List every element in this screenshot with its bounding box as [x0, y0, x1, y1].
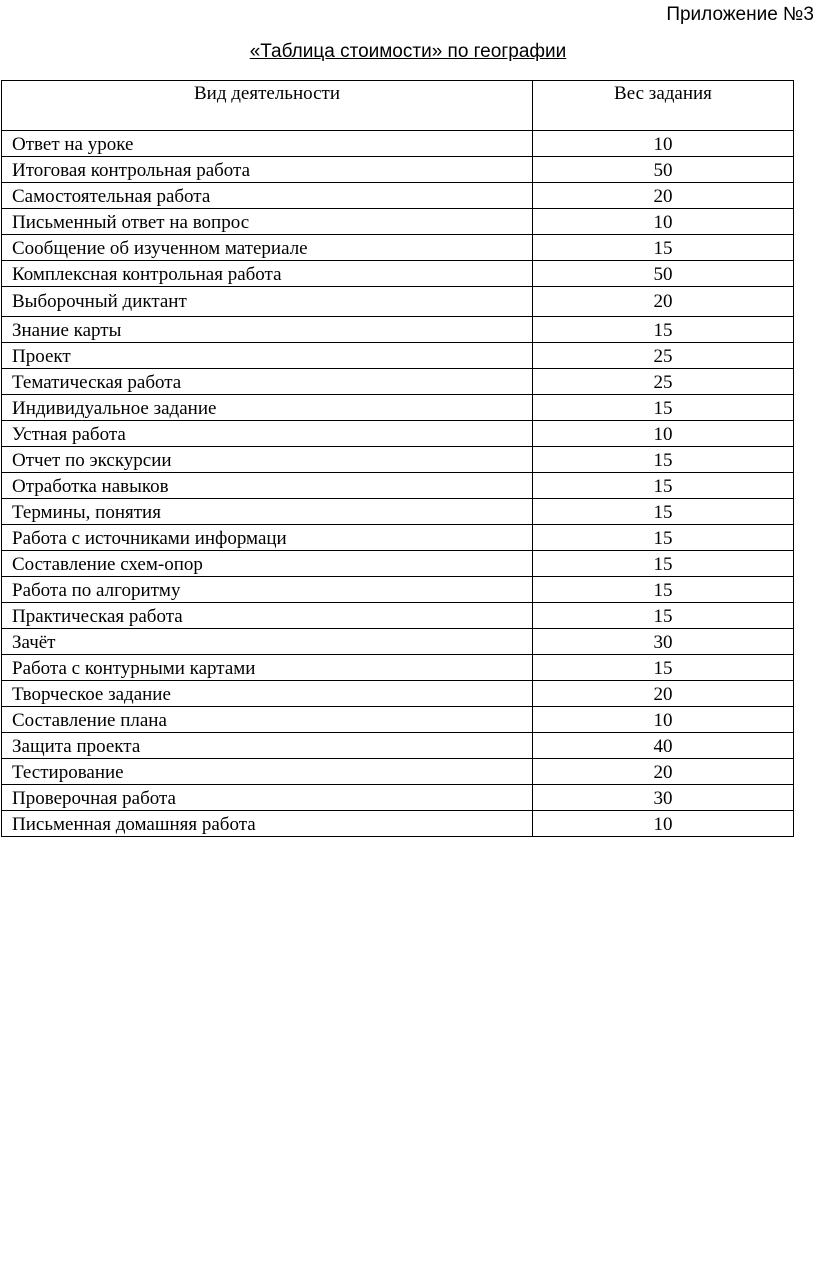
table-row [2, 681, 794, 707]
table-row [2, 157, 794, 183]
activity-cell: Составление схем-опор [2, 551, 533, 577]
activity-cell: Творческое задание [2, 681, 533, 707]
activity-cell: Составление плана [2, 707, 533, 733]
table-row [2, 287, 794, 317]
appendix-label: Приложение №3 [666, 4, 814, 25]
activity-cell: Письменный ответ на вопрос [2, 209, 533, 235]
table-row [2, 261, 794, 287]
weight-cell: 15 [533, 447, 794, 473]
weight-cell: 15 [533, 317, 794, 343]
table-row [2, 655, 794, 681]
weight-cell: 15 [533, 525, 794, 551]
weight-cell: 15 [533, 577, 794, 603]
activity-cell: Самостоятельная работа [2, 183, 533, 209]
table-row [2, 525, 794, 551]
weight-cell: 10 [533, 209, 794, 235]
weight-cell: 20 [533, 287, 794, 317]
document-title [0, 41, 816, 63]
table-row [2, 707, 794, 733]
weight-cell: 50 [533, 157, 794, 183]
weight-cell: 30 [533, 785, 794, 811]
activity-cell: Индивидуальное задание [2, 395, 533, 421]
activity-cell: Отработка навыков [2, 473, 533, 499]
table-row [2, 733, 794, 759]
table-row [2, 629, 794, 655]
activity-cell: Защита проекта [2, 733, 533, 759]
weight-cell: 20 [533, 681, 794, 707]
activity-cell: Работа с контурными картами [2, 655, 533, 681]
weight-cell: 20 [533, 183, 794, 209]
weight-cell: 15 [533, 603, 794, 629]
weight-cell: 10 [533, 421, 794, 447]
document-title-text: «Таблица стоимости» по географии [249, 41, 567, 62]
activity-cell: Выборочный диктант [2, 287, 533, 317]
table-row [2, 209, 794, 235]
weight-cell: 10 [533, 131, 794, 157]
weight-cell: 15 [533, 473, 794, 499]
table-row [2, 811, 794, 837]
table-row [2, 551, 794, 577]
weight-cell: 15 [533, 551, 794, 577]
weight-cell: 15 [533, 235, 794, 261]
activity-cell: Устная работа [2, 421, 533, 447]
weight-cell: 30 [533, 629, 794, 655]
activity-cell: Знание карты [2, 317, 533, 343]
header-weight: Вес задания [533, 81, 794, 131]
weight-cell: 10 [533, 811, 794, 837]
activity-cell: Комплексная контрольная работа [2, 261, 533, 287]
table-row [2, 759, 794, 785]
weight-cell: 10 [533, 707, 794, 733]
activity-cell: Проект [2, 343, 533, 369]
weight-cell: 15 [533, 499, 794, 525]
table-row [2, 131, 794, 157]
weight-cell: 40 [533, 733, 794, 759]
activity-cell: Ответ на уроке [2, 131, 533, 157]
activity-cell: Письменная домашняя работа [2, 811, 533, 837]
activity-cell: Тематическая работа [2, 369, 533, 395]
table-row [2, 421, 794, 447]
table-row [2, 343, 794, 369]
weight-cell: 50 [533, 261, 794, 287]
activity-cell: Практическая работа [2, 603, 533, 629]
table-row [2, 577, 794, 603]
activity-cell: Итоговая контрольная работа [2, 157, 533, 183]
weight-cell: 15 [533, 655, 794, 681]
table-row [2, 447, 794, 473]
activity-cell: Работа по алгоритму [2, 577, 533, 603]
activity-cell: Зачёт [2, 629, 533, 655]
header-activity: Вид деятельности [2, 81, 533, 131]
activity-cell: Проверочная работа [2, 785, 533, 811]
table-row [2, 603, 794, 629]
table-row [2, 499, 794, 525]
activity-cell: Работа с источниками информаци [2, 525, 533, 551]
weight-cell: 20 [533, 759, 794, 785]
activity-cell: Отчет по экскурсии [2, 447, 533, 473]
table-row [2, 395, 794, 421]
activity-cell: Термины, понятия [2, 499, 533, 525]
activity-cell: Тестирование [2, 759, 533, 785]
table-header-row [2, 81, 794, 131]
weight-cell: 25 [533, 369, 794, 395]
cost-table [1, 80, 794, 837]
table-row [2, 473, 794, 499]
table-row [2, 785, 794, 811]
table-row [2, 235, 794, 261]
table-row [2, 183, 794, 209]
table-row [2, 369, 794, 395]
activity-cell: Сообщение об изученном материале [2, 235, 533, 261]
table-row [2, 317, 794, 343]
weight-cell: 25 [533, 343, 794, 369]
weight-cell: 15 [533, 395, 794, 421]
